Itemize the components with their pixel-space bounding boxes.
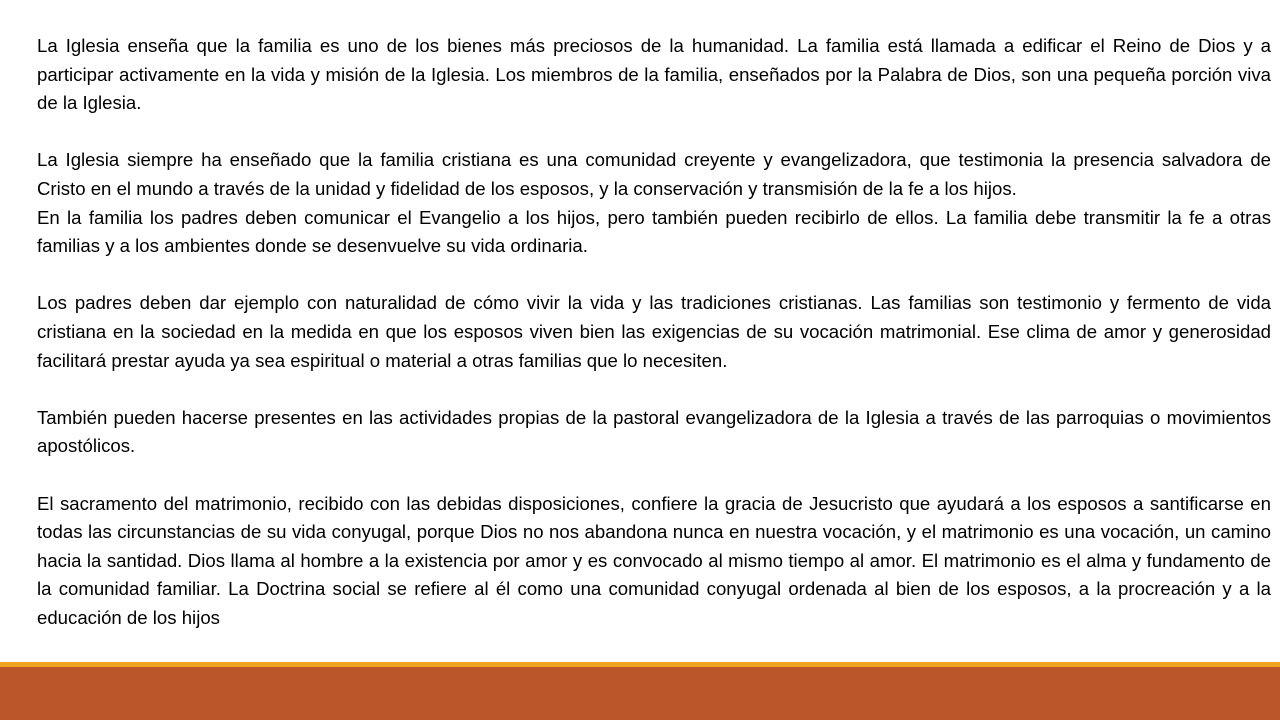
paragraph-spacer [37,461,1271,490]
paragraph-padres-evangelio: En la familia los padres deben comunicar el Evangelio a los hijos, pero también pueden recibirlo de ellos. La familia debe transmitir la fe a otras familias y a los ambientes donde se desenvuelve su vida ordinaria. [37,206,1271,257]
paragraph-spacer [37,375,1271,404]
paragraph-familia-evangelizadora: La Iglesia siempre ha enseñado que la familia cristiana es una comunidad creyente y evangelizadora, que testimonia la presencia salvadora de Cristo en el mundo a través de la unidad y fidelidad de los esposos, y la conservación y transmisión de la fe a los hijos. [37,149,1271,199]
paragraph-familia-bienes: La Iglesia enseña que la familia es uno de los bienes más preciosos de la humanidad. La familia está llamada a edificar el Reino de Dios y a participar activamente en la vida y misión de la Iglesia. Los miembros de la familia, enseñados por la Palabra de Dios, son una pequeña porción viva de la Iglesia. [37,35,1271,114]
paragraph-spacer [37,118,1271,147]
paragraph-padres-ejemplo: Los padres deben dar ejemplo con naturalidad de cómo vivir la vida y las tradiciones cristianas. Las familias son testimonio y fermento de vida cristiana en la sociedad en la medida en que los esposos viven bien las exigencias de su vocación matrimonial. Ese clima de amor y generosidad facilitará prestar ayuda ya sea espiritual o material a otras familias que lo necesiten. [37,292,1271,371]
slide-body [37,32,1271,632]
footer-bar [0,667,1280,720]
paragraph-pastoral: También pueden hacerse presentes en las actividades propias de la pastoral evangelizadora de la Iglesia a través de las parroquias o movimientos apostólicos. [37,406,1271,457]
paragraph-sacramento-matrimonio: El sacramento del matrimonio, recibido con las debidas disposiciones, confiere la gracia de Jesucristo que ayudará a los esposos a santificarse en todas las circunstancias de su vida conyugal, porque Dios no nos abandona nunca en nuestra vocación, y el matrimonio es una vocación, un camino hacia la santidad. Dios llama al hombre a la existencia por amor y es convocado al mismo tiempo al amor. El matrimonio es el alma y fundamento de la comunidad familiar. La Doctrina social se refiere al él como una comunidad conyugal ordenada al bien de los esposos, a la procreación y a la educación de los hijos [37,492,1271,628]
paragraph-spacer [37,261,1271,290]
